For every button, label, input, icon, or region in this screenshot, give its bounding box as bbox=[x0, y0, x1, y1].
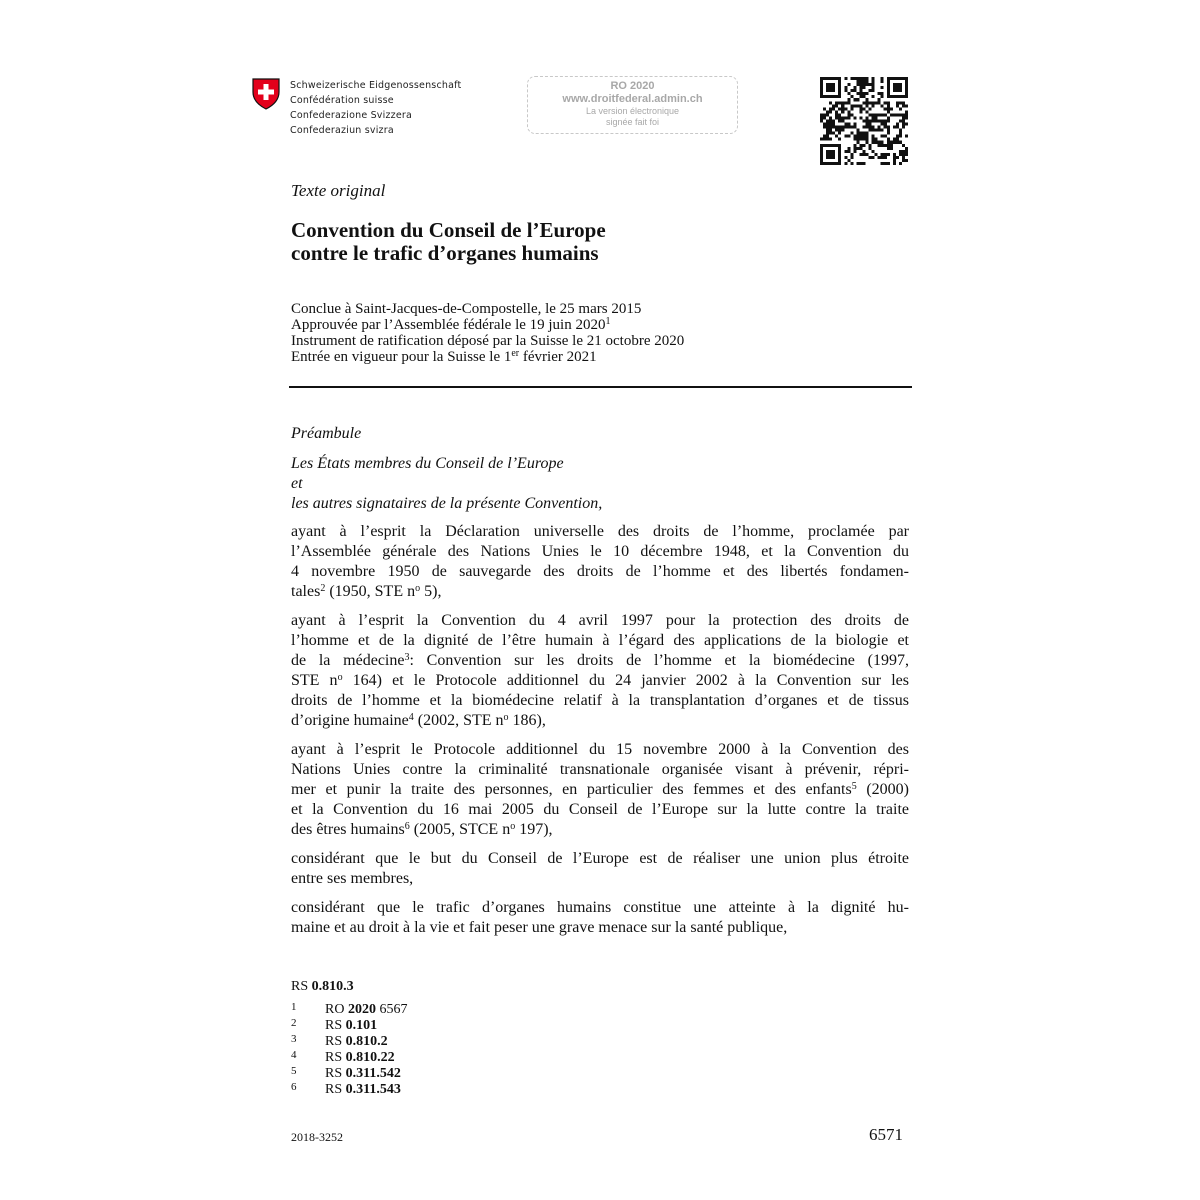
paragraph-line bbox=[291, 651, 909, 671]
paragraph-text: tales bbox=[291, 583, 321, 600]
footnote-item bbox=[291, 1015, 407, 1031]
page-number: 6571 bbox=[869, 1125, 903, 1144]
footnote-prefix: RS bbox=[325, 1050, 346, 1065]
footnote-reference: 2 bbox=[320, 583, 326, 594]
preamble-paragraph bbox=[291, 611, 909, 731]
footnote-number: 6 bbox=[291, 1081, 297, 1093]
confederation-name-fr: Confédération suisse bbox=[290, 95, 394, 106]
paragraph-text: considérant que le but du Conseil de l’Europe est de réaliser une union plus étroite bbox=[291, 850, 909, 867]
footnote-reference-number: 0.311.543 bbox=[345, 1082, 401, 1097]
footnote-tail: 6567 bbox=[375, 1002, 408, 1017]
footnote-item bbox=[291, 1079, 407, 1095]
swiss-cross-icon bbox=[252, 78, 280, 110]
footnote-prefix: RO bbox=[325, 1002, 348, 1017]
stamp-note-2: signée fait foi bbox=[605, 117, 660, 127]
paragraph-text: (2002, STE n bbox=[413, 712, 504, 729]
metadata-tail: février 2021 bbox=[519, 349, 597, 365]
stamp-edition: RO 2020 bbox=[610, 80, 655, 92]
metadata-line bbox=[291, 333, 684, 349]
paragraph-text: entre ses membres, bbox=[291, 870, 414, 887]
footnote-number: 2 bbox=[291, 1017, 297, 1029]
footnote-reference: o bbox=[510, 821, 516, 832]
stamp-note-1: La version électronique bbox=[585, 106, 680, 116]
footnote-number: 3 bbox=[291, 1033, 297, 1045]
metadata-line bbox=[291, 349, 684, 365]
confederation-name-rm: Confederaziun svizra bbox=[290, 125, 394, 136]
original-text-label: Texte original bbox=[291, 181, 386, 200]
paragraph-line bbox=[291, 760, 909, 780]
paragraph-text: de la médecine bbox=[291, 652, 405, 669]
footnote-prefix: RS bbox=[325, 1034, 346, 1049]
metadata-text: Entrée en vigueur pour la Suisse le 1 bbox=[291, 349, 512, 365]
paragraph-text: des êtres humains bbox=[291, 821, 405, 838]
paragraph-text: ayant à l’esprit la Déclaration universelle des droits de l’homme, proclamée par bbox=[291, 523, 909, 540]
preamble-paragraph bbox=[291, 849, 909, 889]
footnote-prefix: RS bbox=[325, 1018, 346, 1033]
paragraph-text: et la Convention du 16 mai 2005 du Conseil de l’Europe sur la lutte contre la traite bbox=[291, 801, 909, 818]
paragraph-text: considérant que le trafic d’organes humains constitue une atteinte à la dignité hu- bbox=[291, 899, 909, 916]
paragraph-text: 5), bbox=[420, 583, 442, 600]
metadata-text: Approuvée par l’Assemblée fédérale le 19 juin 2020 bbox=[291, 317, 606, 333]
paragraph-text: l’Assemblée générale des Nations Unies le 10 décembre 1948, et la Convention du bbox=[291, 543, 909, 560]
preamble-paragraph bbox=[291, 522, 909, 602]
paragraph-line bbox=[291, 711, 909, 731]
paragraph-text: mer et punir la traite des personnes, en particulier des femmes et des enfants bbox=[291, 781, 852, 798]
paragraph-line bbox=[291, 869, 909, 889]
paragraph-line bbox=[291, 611, 909, 631]
document-title-line-2: contre le trafic d’organes humains bbox=[291, 241, 599, 265]
rs-number-value: 0.810.3 bbox=[311, 979, 354, 994]
footnote-item bbox=[291, 1031, 407, 1047]
metadata-text: Instrument de ratification déposé par la Suisse le 21 octobre 2020 bbox=[291, 333, 685, 349]
paragraph-text: Nations Unies contre la criminalité transnationale organisée visant à prévenir, répri- bbox=[291, 761, 909, 778]
footnote-reference-number: 0.101 bbox=[345, 1018, 378, 1033]
preamble-paragraphs bbox=[291, 522, 909, 947]
paragraph-text: 197), bbox=[515, 821, 553, 838]
paragraph-text: maine et au droit à la vie et fait peser une grave menace sur la santé publique, bbox=[291, 919, 788, 936]
metadata-superscript: er bbox=[511, 348, 520, 359]
preamble-intro bbox=[291, 454, 602, 514]
document-metadata bbox=[291, 301, 684, 365]
metadata-superscript: 1 bbox=[605, 316, 611, 327]
paragraph-text: ayant à l’esprit le Protocole additionnel du 15 novembre 2000 à la Convention des bbox=[291, 741, 909, 758]
document-id: 2018-3252 bbox=[291, 1130, 343, 1144]
footnote-reference-number: 2020 bbox=[347, 1002, 376, 1017]
paragraph-line bbox=[291, 800, 909, 820]
rs-prefix: RS bbox=[291, 979, 309, 994]
paragraph-text: : Convention sur les droits de l’homme et la biomédecine (1997, bbox=[409, 652, 909, 669]
footnote-reference: o bbox=[337, 672, 343, 683]
footnote-reference: o bbox=[415, 583, 421, 594]
confederation-name-de: Schweizerische Eidgenossenschaft bbox=[290, 80, 462, 91]
paragraph-text: (2000) bbox=[856, 781, 909, 798]
footnote-reference-number: 0.810.2 bbox=[345, 1034, 388, 1049]
footnote-prefix: RS bbox=[325, 1082, 346, 1097]
paragraph-line bbox=[291, 898, 909, 918]
footnote-reference: 4 bbox=[408, 712, 414, 723]
paragraph-text: l’homme et de la dignité de l’être humain à l’égard des applications de la biologie et bbox=[291, 632, 909, 649]
paragraph-text: d’origine humaine bbox=[291, 712, 409, 729]
paragraph-text: 164) et le Protocole additionnel du 24 janvier 2002 à la Convention sur les bbox=[342, 672, 909, 689]
preamble-heading: Préambule bbox=[291, 425, 362, 442]
footnote-reference: o bbox=[503, 712, 509, 723]
paragraph-text: (2005, STCE n bbox=[409, 821, 511, 838]
document-title bbox=[291, 219, 606, 265]
confederation-names bbox=[290, 78, 461, 138]
paragraph-text: STE n bbox=[291, 672, 338, 689]
footnote-number: 5 bbox=[291, 1065, 297, 1077]
footnotes bbox=[291, 999, 407, 1095]
footnote-number: 1 bbox=[291, 1001, 297, 1013]
preamble-paragraph bbox=[291, 898, 909, 938]
footnote-reference: 6 bbox=[404, 821, 410, 832]
paragraph-line bbox=[291, 522, 909, 542]
preamble-intro-line: les autres signataires de la présente Convention, bbox=[291, 495, 603, 512]
footnote-item bbox=[291, 1063, 407, 1079]
paragraph-line bbox=[291, 849, 909, 869]
confederation-name-it: Confederazione Svizzera bbox=[290, 110, 413, 121]
paragraph-text: droits de l’homme et la biomédecine relatif à la transplantation d’organes et de tissus bbox=[291, 692, 909, 709]
paragraph-line bbox=[291, 918, 909, 938]
horizontal-rule bbox=[289, 386, 912, 388]
paragraph-text: ayant à l’esprit la Convention du 4 avril 1997 pour la protection des droits de bbox=[291, 612, 909, 629]
metadata-line bbox=[291, 317, 684, 333]
preamble-intro-line: Les États membres du Conseil de l’Europe bbox=[291, 455, 564, 472]
paragraph-text: (1950, STE n bbox=[325, 583, 416, 600]
metadata-text: Conclue à Saint-Jacques-de-Compostelle, le 25 mars 2015 bbox=[291, 301, 642, 317]
preamble-intro-line: et bbox=[291, 475, 303, 492]
paragraph-text: 186), bbox=[508, 712, 546, 729]
paragraph-line bbox=[291, 691, 909, 711]
paragraph-line bbox=[291, 820, 909, 840]
document-title-line-1: Convention du Conseil de l’Europe bbox=[291, 218, 606, 242]
footnote-item bbox=[291, 1047, 407, 1063]
footnote-item bbox=[291, 999, 407, 1015]
paragraph-line bbox=[291, 631, 909, 651]
footnote-reference: 3 bbox=[404, 652, 410, 663]
metadata-line bbox=[291, 301, 684, 317]
footnote-number: 4 bbox=[291, 1049, 297, 1061]
qr-code-icon bbox=[820, 77, 908, 165]
paragraph-line bbox=[291, 671, 909, 691]
paragraph-text: 4 novembre 1950 de sauvegarde des droits de l’homme et des libertés fondamen- bbox=[291, 563, 909, 580]
official-publication-stamp bbox=[527, 76, 738, 134]
footnote-reference-number: 0.810.22 bbox=[345, 1050, 395, 1065]
paragraph-line bbox=[291, 780, 909, 800]
paragraph-line bbox=[291, 582, 909, 602]
rs-number bbox=[291, 979, 354, 995]
footnote-reference-number: 0.311.542 bbox=[345, 1066, 401, 1081]
paragraph-line bbox=[291, 740, 909, 760]
preamble-paragraph bbox=[291, 740, 909, 840]
footnote-prefix: RS bbox=[325, 1066, 346, 1081]
paragraph-line bbox=[291, 542, 909, 562]
stamp-website: www.droitfederal.admin.ch bbox=[562, 93, 703, 105]
paragraph-line bbox=[291, 562, 909, 582]
footnote-reference: 5 bbox=[851, 781, 857, 792]
